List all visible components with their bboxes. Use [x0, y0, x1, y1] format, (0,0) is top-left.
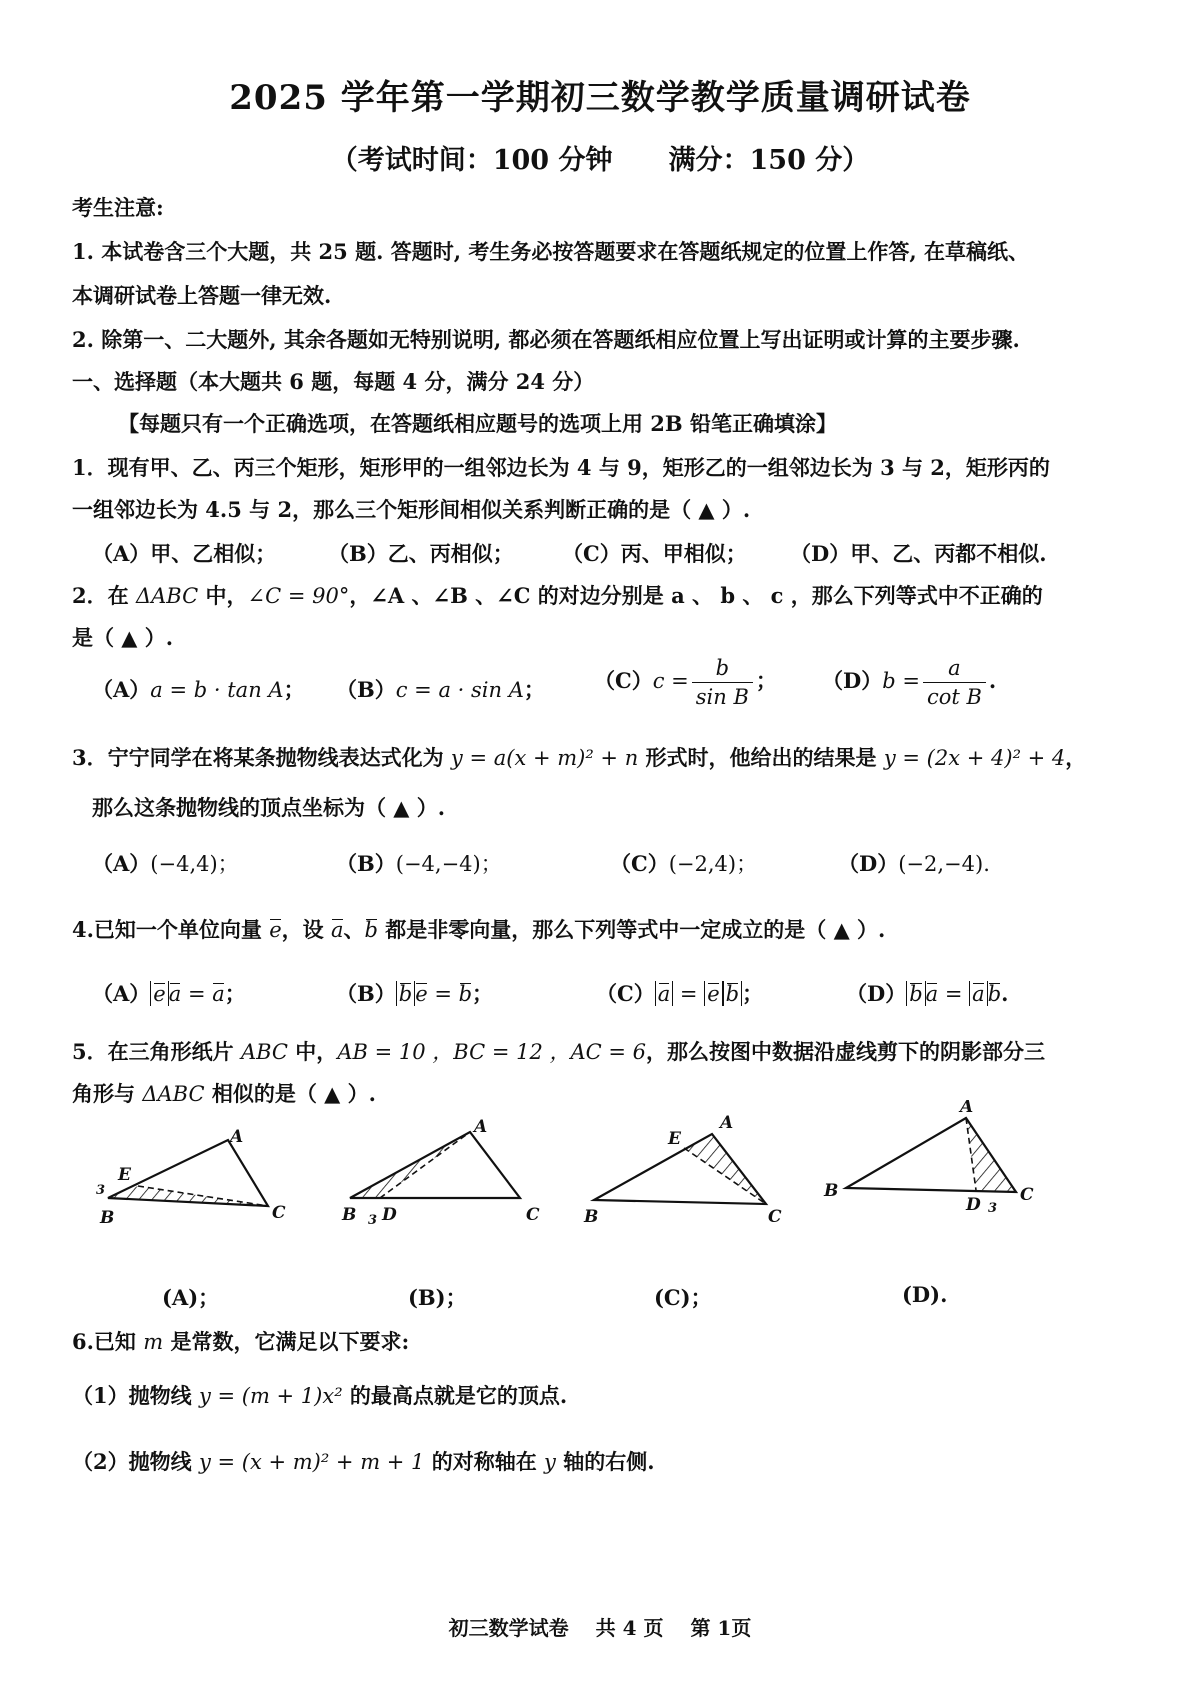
- q1-option-a: （A）甲、乙相似；: [92, 541, 277, 566]
- q6-condition-2: （2）抛物线 y = (x + m)² + m + 1 的对称轴在 y 轴的右侧.: [72, 1449, 655, 1474]
- q6-line-1: 6.已知 m 是常数，它满足以下要求:: [72, 1329, 410, 1354]
- fig-a-vertex-a: A: [230, 1127, 244, 1147]
- section-1-instruction: 【每题只有一个正确选项，在答题纸相应题号的选项上用 2B 铅笔正确填涂】: [118, 411, 837, 436]
- q5-figures: [0, 1100, 1200, 1260]
- section-1-heading: 一、选择题（本大题共 6 题，每题 4 分，满分 24 分）: [72, 369, 595, 394]
- notice-heading: 考生注意:: [72, 195, 164, 220]
- q3-option-b: （B）(−4,−4)；: [336, 851, 502, 876]
- q1-option-d: （D）甲、乙、丙都不相似.: [790, 541, 1047, 566]
- fig-a-vertex-e: E: [118, 1165, 131, 1185]
- fig-d-vertex-b: B: [824, 1181, 839, 1201]
- q3-line-2: 那么这条抛物线的顶点坐标为（ ▲ ）.: [92, 795, 446, 820]
- figure-b-label: (B)；: [408, 1285, 467, 1310]
- fig-d-mark: 3: [988, 1201, 998, 1216]
- q2-option-b: （B）c = a · sin A；: [336, 677, 545, 702]
- q2-line-2: 是（ ▲ ）.: [72, 625, 174, 650]
- figure-c: [583, 1113, 782, 1227]
- q1-option-c: （C）丙、甲相似；: [562, 541, 747, 566]
- figure-a-label: (A)；: [162, 1285, 220, 1310]
- q1-option-b: （B）乙、丙相似；: [328, 541, 514, 566]
- q5-side-values: AB = 10 ，BC = 12 ，AC = 6: [337, 1040, 647, 1064]
- figure-c-label: (C)；: [654, 1285, 712, 1310]
- q5-line-1: 5．在三角形纸片 ABC 中，AB = 10 ，BC = 12 ，AC = 6，那么按图中数据沿虚线剪下的阴影部分三: [72, 1039, 1046, 1064]
- fig-c-vertex-c: C: [768, 1207, 782, 1227]
- q2-option-c: （C）c = $\frac{b}{\text{sin B}}$ ；: [594, 656, 777, 709]
- fig-a-vertex-c: C: [272, 1203, 286, 1223]
- q3-option-d: （D）(−2,−4).: [838, 851, 990, 876]
- figure-d-label: (D).: [902, 1282, 948, 1307]
- q2-triangle: ΔABC: [135, 584, 199, 608]
- page-subtitle: [0, 138, 1200, 177]
- exam-time: （考试时间：100 分钟: [330, 145, 613, 176]
- fig-c-vertex-a: A: [720, 1113, 734, 1133]
- notice-item-1-line-1: 1. 本试卷含三个大题，共 25 题. 答题时, 考生务必按答题要求在答题纸规定的位置上作答, 在草稿纸、: [72, 239, 1029, 264]
- q3-formula-general: y = a(x + m)² + n: [450, 746, 639, 770]
- q4-option-b: （B） b e = b；: [336, 981, 494, 1006]
- fig-a-mark: 3: [96, 1183, 106, 1198]
- fig-b-vertex-c: C: [526, 1205, 540, 1225]
- q4-option-d: （D） b a = a b.: [846, 981, 1009, 1006]
- q6-condition-1: （1）抛物线 y = (m + 1)x² 的最高点就是它的顶点.: [72, 1383, 568, 1408]
- q3-formula-result: y = (2x + 4)² + 4: [883, 746, 1066, 770]
- q3-option-a: （A）(−4,4)；: [92, 851, 239, 876]
- fig-a-vertex-b: B: [100, 1208, 115, 1228]
- q3-line-1: 3．宁宁同学在将某条抛物线表达式化为 y = a(x + m)² + n 形式时，他给出的结果是 y = (2x + 4)² + 4，: [72, 745, 1087, 770]
- fig-b-vertex-a: A: [474, 1117, 488, 1137]
- notice-item-2: 2. 除第一、二大题外, 其余各题如无特别说明, 都必须在答题纸相应位置上写出证明或计算的主要步骤.: [72, 327, 1020, 352]
- fig-c-vertex-e: E: [668, 1129, 681, 1149]
- fig-b-vertex-b: B: [342, 1205, 357, 1225]
- figure-a: [96, 1127, 286, 1228]
- page-title: 2025 学年第一学期初三数学教学质量调研试卷: [229, 78, 971, 118]
- q2-line-1: 2．在 ΔABC 中，∠C = 90°，∠A 、∠B 、∠C 的对边分别是 a 、 b 、 c ，那么下列等式中不正确的: [72, 583, 1043, 608]
- figure-b: [341, 1117, 540, 1228]
- fig-b-vertex-d: D: [382, 1205, 397, 1225]
- q4-option-a: （A） e a = a；: [92, 981, 246, 1006]
- unit-vector-e: e: [269, 918, 282, 942]
- q2-right-angle: ∠C = 90°: [247, 584, 350, 608]
- fig-c-vertex-b: B: [584, 1207, 599, 1227]
- vector-b: b: [364, 918, 378, 942]
- figure-d: [823, 1100, 1034, 1216]
- vector-a: a: [330, 918, 344, 942]
- fig-d-vertex-c: C: [1020, 1185, 1034, 1205]
- notice-item-1-line-2: 本调研试卷上答题一律无效.: [72, 283, 332, 308]
- q1-line-1: 1．现有甲、乙、丙三个矩形，矩形甲的一组邻边长为 4 与 9，矩形乙的一组邻边长为 3 与 2，矩形丙的: [72, 455, 1050, 480]
- q2-option-d: （D）b = $\frac{a}{\text{cot B}}$ .: [822, 656, 997, 709]
- q3-option-c: （C）(−2,4)；: [610, 851, 758, 876]
- q2-option-a: （A）a = b · tan A；: [92, 677, 305, 702]
- full-score: 满分：150 分）: [668, 145, 870, 176]
- fig-d-vertex-a: A: [960, 1100, 974, 1117]
- q5-line-2: 角形与 ΔABC 相似的是（ ▲ ）.: [72, 1081, 376, 1106]
- page-footer: 初三数学试卷 共 4 页 第 1页: [448, 1616, 752, 1640]
- q1-line-2: 一组邻边长为 4.5 与 2，那么三个矩形间相似关系判断正确的是（ ▲ ）.: [72, 497, 751, 522]
- q4-line: 4.已知一个单位向量 e，设 a、b 都是非零向量，那么下列等式中一定成立的是（ ▲ ）.: [72, 917, 886, 942]
- fig-b-mark: 3: [368, 1213, 378, 1228]
- fig-d-vertex-d: D: [966, 1195, 981, 1215]
- q4-option-c: （C） a = e b ；: [596, 981, 764, 1006]
